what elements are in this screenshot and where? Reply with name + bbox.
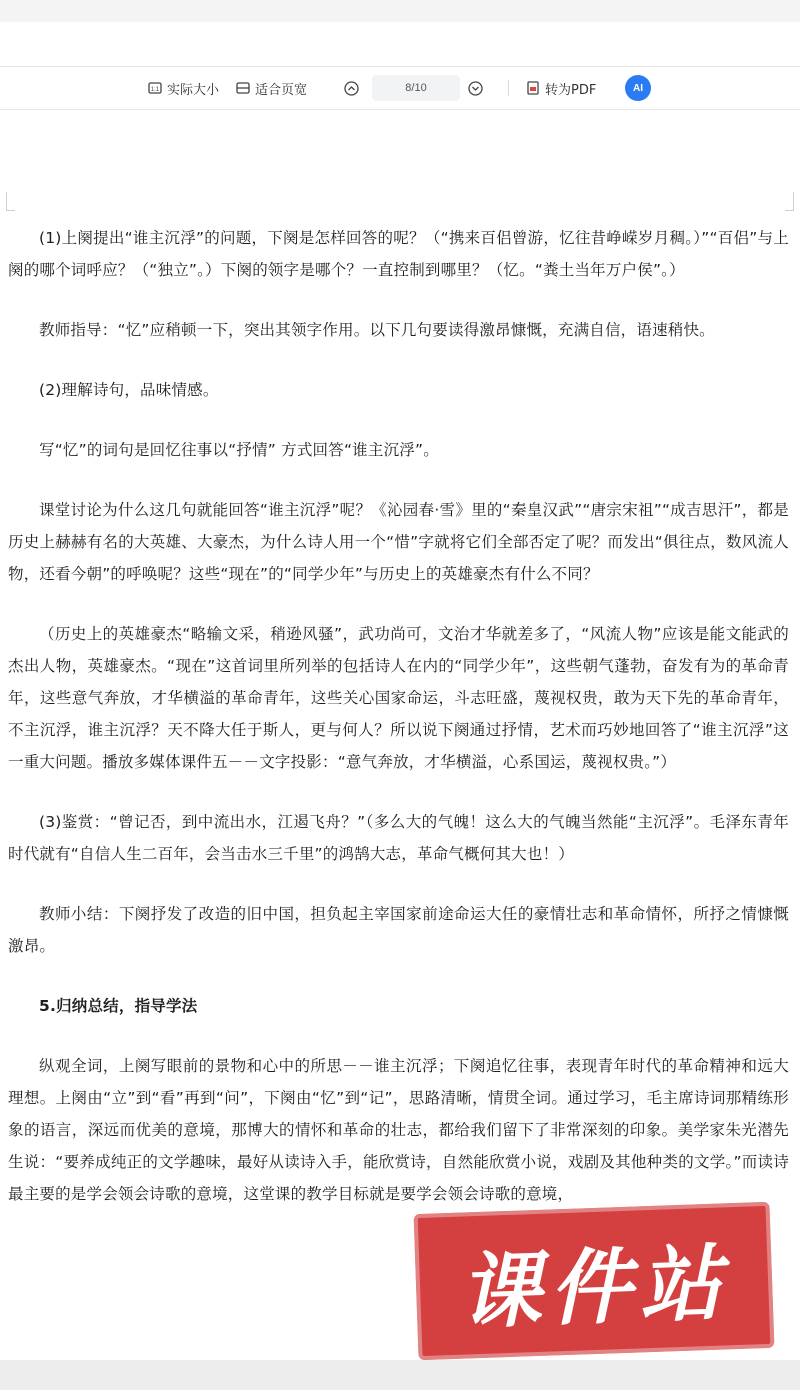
ai-assistant-button[interactable] — [625, 75, 651, 101]
page-indicator: 8/10 — [405, 82, 427, 94]
paragraph: (2)理解诗句，品味情感。 — [39, 381, 219, 399]
prev-page-button[interactable] — [344, 67, 364, 109]
watermark-stamp — [414, 1202, 775, 1360]
watermark-text: 课件站 — [457, 1235, 731, 1341]
paragraph: (3)鉴赏：“曾记否，到中流出水，江遏飞舟？”（多么大的气魄！这么大的气魄当然能“主沉浮”。毛泽东青年时代就有“自信人生二百年，会当击水三千里”的鸿鹄大志，革命气概何其大也！） — [8, 813, 789, 863]
paragraph: 写“忆”的词句是回忆往事以“抒情” 方式回答“谁主沉浮”。 — [39, 441, 439, 459]
page-corner-mark-right — [785, 192, 794, 211]
paragraph: 教师小结：下阕抒发了改造的旧中国，担负起主宰国家前途命运大任的豪情壮志和革命情怀，所抒之情慷慨激昂。 — [8, 905, 789, 955]
paragraph: 教师指导：“忆”应稍顿一下，突出其领字作用。以下几句要读得激昂慷慨，充满自信，语速稍快。 — [39, 321, 715, 339]
convert-to-pdf-label: 转为PDF — [545, 82, 597, 98]
bottom-strip — [0, 1360, 800, 1390]
actual-size-button[interactable] — [148, 67, 219, 109]
watermark-stamp-background — [414, 1202, 775, 1360]
convert-to-pdf-button[interactable] — [526, 67, 596, 109]
toolbar-divider — [508, 80, 509, 96]
pdf-icon — [526, 81, 540, 95]
paragraph: 纵观全词，上阕写眼前的景物和心中的所思－－谁主沉浮；下阕追忆往事，表现青年时代的革命精神和远大理想。上阕由“立”到“看”再到“问”，下阕由“忆”到“记”，思路清晰，情贯全词。通过学习，毛主席诗词那精练形象的语言，深远而优美的意境，那博大的情怀和革命的壮志，都给我们留下了非常深刻的印象。美学家朱光潜先生说：“要养成纯正的文学趣味，最好从读诗入手，能欣赏诗，自然能欣赏小说，戏剧及其他种类的文学。”而读诗最主要的是学会领会诗歌的意境，这堂课的教学目标就是要学会领会诗歌的意境， — [8, 1057, 789, 1203]
page-number-field[interactable] — [372, 75, 460, 101]
fit-width-icon — [236, 81, 250, 95]
paragraph: （历史上的英雄豪杰“略输文采，稍逊风骚”，武功尚可，文治才华就差多了，“风流人物”应该是能文能武的杰出人物，英雄豪杰。“现在”这首词里所列举的包括诗人在内的“同学少年”，这些朝气蓬勃，奋发有为的革命青年，这些意气奔放，才华横溢的革命青年，这些关心国家命运，斗志旺盛，蔑视权贵，敢为天下先的革命青年，不主沉浮，谁主沉浮？天不降大任于斯人，更与何人？所以说下阕通过抒情，艺术而巧妙地回答了“谁主沉浮”这一重大问题。播放多媒体课件五－－文字投影：“意气奔放，才华横溢，心系国运，蔑视权贵。”） — [8, 625, 789, 771]
page-corner-mark-left — [6, 192, 15, 211]
actual-size-label: 实际大小 — [167, 82, 220, 98]
chevron-down-icon — [468, 81, 483, 96]
viewer-toolbar — [0, 67, 800, 110]
paragraph: 课堂讨论为什么这几句就能回答“谁主沉浮”呢？《沁园春·雪》里的“秦皇汉武”“唐宗宋祖”“成吉思汗”，都是历史上赫赫有名的大英雄、大豪杰，为什么诗人用一个“惜”字就将它们全部否定了呢？而发出“俱往点，数风流人物，还看今朝”的呼唤呢？这些“现在”的“同学少年”与历史上的英雄豪杰有什么不同？ — [8, 501, 789, 583]
fit-width-button[interactable] — [236, 67, 307, 109]
top-strip — [0, 0, 800, 22]
chevron-up-icon — [344, 81, 359, 96]
paragraph: (1)上阕提出“谁主沉浮”的问题，下阕是怎样回答的呢？（“携来百侣曾游，忆往昔峥嵘岁月稠。）”“百侣”与上阕的哪个词呼应？（“独立”。）下阕的领字是哪个？一直控制到哪里？（忆。“粪土当年万户侯”。） — [8, 229, 789, 279]
document-body — [8, 222, 789, 1238]
actual-size-icon — [148, 81, 162, 95]
ai-icon: AI — [633, 82, 643, 94]
title-bar — [0, 22, 800, 67]
fit-width-label: 适合页宽 — [255, 82, 308, 98]
svg-text:1:1: 1:1 — [150, 87, 160, 93]
next-page-button[interactable] — [468, 67, 488, 109]
section-heading: 5.归纳总结，指导学法 — [39, 997, 198, 1015]
document-page — [0, 110, 800, 1360]
